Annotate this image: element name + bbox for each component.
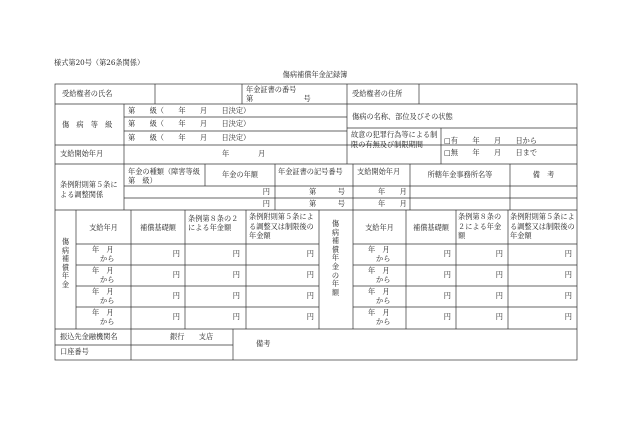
restriction-label: 故意の犯罪行為等による制限の有無及び制限期間 bbox=[351, 130, 438, 149]
right-row2-base: 円 bbox=[443, 270, 451, 279]
right-row4-sup5: 円 bbox=[564, 312, 572, 321]
left-row3-sup5: 円 bbox=[306, 291, 314, 300]
left-row2-art8: 円 bbox=[232, 270, 240, 279]
left-row4-base: 円 bbox=[172, 312, 180, 321]
recipient-name-label: 受給権者の氏名 bbox=[62, 89, 113, 98]
right-row4-base: 円 bbox=[443, 312, 451, 321]
right-row3-from: から bbox=[376, 296, 391, 305]
adj-row2-yen: 円 bbox=[262, 199, 270, 208]
left-row3-base: 円 bbox=[172, 291, 180, 300]
account-label: 口座番号 bbox=[60, 347, 89, 356]
left-row4-date: 年 月 bbox=[92, 308, 114, 317]
col-remarks: 備 考 bbox=[532, 170, 555, 179]
page-title: 傷病補償年金記録簿 bbox=[282, 70, 348, 79]
restriction-no: □無 年 月 日まで bbox=[444, 148, 538, 157]
bottom-remarks-label: 備考 bbox=[256, 339, 271, 348]
right-row2-sup5: 円 bbox=[564, 270, 572, 279]
col-start: 支給開始年月 bbox=[357, 167, 401, 176]
grade-row-3: 第 級（ 年 月 日決定） bbox=[128, 133, 251, 142]
payments-side-label: 傷病補償年金 bbox=[61, 237, 70, 289]
right-header-month: 支給年月 bbox=[365, 223, 394, 232]
left-row3-from: から bbox=[100, 296, 115, 305]
left-header-sup5: 条例附則第５条による調整又は制限後の年金額 bbox=[249, 212, 314, 240]
right-row4-art8: 円 bbox=[495, 312, 503, 321]
right-row1-art8: 円 bbox=[495, 249, 503, 258]
adj-row2-cert: 第 号 bbox=[309, 199, 345, 208]
certificate-number-fields: 第 号 bbox=[246, 94, 311, 103]
right-row3-base: 円 bbox=[443, 291, 451, 300]
left-row2-from: から bbox=[100, 275, 115, 284]
right-row2-date: 年 月 bbox=[368, 266, 390, 275]
right-row1-date: 年 月 bbox=[368, 245, 390, 254]
col-certificate: 年金証書の記号番号 bbox=[278, 167, 343, 176]
adj-row1-cert: 第 号 bbox=[309, 187, 345, 196]
right-row3-sup5: 円 bbox=[564, 291, 572, 300]
adjustment-label: 条例附則第５条による調整関係 bbox=[60, 180, 118, 199]
left-row4-from: から bbox=[100, 317, 115, 326]
left-header-month: 支給年月 bbox=[89, 223, 118, 232]
left-row4-sup5: 円 bbox=[306, 312, 314, 321]
adj-row1-date: 年 月 bbox=[378, 187, 407, 196]
left-row2-date: 年 月 bbox=[92, 266, 114, 275]
right-row1-sup5: 円 bbox=[564, 249, 572, 258]
right-row4-date: 年 月 bbox=[368, 308, 390, 317]
grade-row-2: 第 級（ 年 月 日決定） bbox=[128, 119, 251, 128]
right-row1-base: 円 bbox=[443, 249, 451, 258]
left-row4-art8: 円 bbox=[232, 312, 240, 321]
left-row1-from: から bbox=[100, 254, 115, 263]
restriction-yes: □有 年 月 日から bbox=[444, 136, 538, 145]
right-row3-art8: 円 bbox=[495, 291, 503, 300]
left-header-base: 補償基礎額 bbox=[140, 223, 176, 232]
left-header-art8: 条例第８条の２による年金額 bbox=[188, 214, 239, 232]
bank-label: 振込先金融機関名 bbox=[60, 332, 118, 341]
payments-middle-label: 傷病補償年金の年額 bbox=[331, 219, 340, 297]
left-row1-base: 円 bbox=[172, 249, 180, 258]
left-row2-base: 円 bbox=[172, 270, 180, 279]
col-office: 所轄年金事務所名等 bbox=[427, 170, 493, 179]
condition-label: 傷病の名称、部位及びその状態 bbox=[352, 112, 453, 121]
right-row1-from: から bbox=[376, 254, 391, 263]
right-row4-from: から bbox=[376, 317, 391, 326]
right-header-sup5: 条例附則第５条による調整又は制限後の年金額 bbox=[510, 212, 575, 240]
right-row2-art8: 円 bbox=[495, 270, 503, 279]
left-row1-art8: 円 bbox=[232, 249, 240, 258]
start-value: 年 月 bbox=[222, 149, 266, 158]
start-label: 支給開始年月 bbox=[60, 149, 104, 158]
left-row2-sup5: 円 bbox=[306, 270, 314, 279]
left-row3-art8: 円 bbox=[232, 291, 240, 300]
grade-row-1: 第 級（ 年 月 日決定） bbox=[128, 106, 251, 115]
adj-row2-date: 年 月 bbox=[378, 199, 407, 208]
form-number: 様式第20号（第26条関係） bbox=[54, 58, 145, 67]
left-row1-sup5: 円 bbox=[306, 249, 314, 258]
right-header-base: 補償基礎額 bbox=[413, 223, 449, 232]
adj-row1-yen: 円 bbox=[262, 187, 270, 196]
recipient-address-label: 受給権者の住所 bbox=[352, 89, 403, 98]
certificate-number-label: 年金証書の番号 bbox=[246, 85, 297, 94]
left-row3-date: 年 月 bbox=[92, 287, 114, 296]
right-header-art8: 条例第８条の２による年金額 bbox=[458, 212, 502, 240]
col-pension-type: 年金の種類（障害等級第 級） bbox=[128, 167, 200, 185]
col-annual-amount: 年金の年額 bbox=[222, 170, 258, 179]
bank-fields: 銀行 支店 bbox=[170, 332, 214, 341]
right-row3-date: 年 月 bbox=[368, 287, 390, 296]
grade-label: 傷 病 等 級 bbox=[62, 120, 113, 129]
right-row2-from: から bbox=[376, 275, 391, 284]
left-row1-date: 年 月 bbox=[92, 245, 114, 254]
